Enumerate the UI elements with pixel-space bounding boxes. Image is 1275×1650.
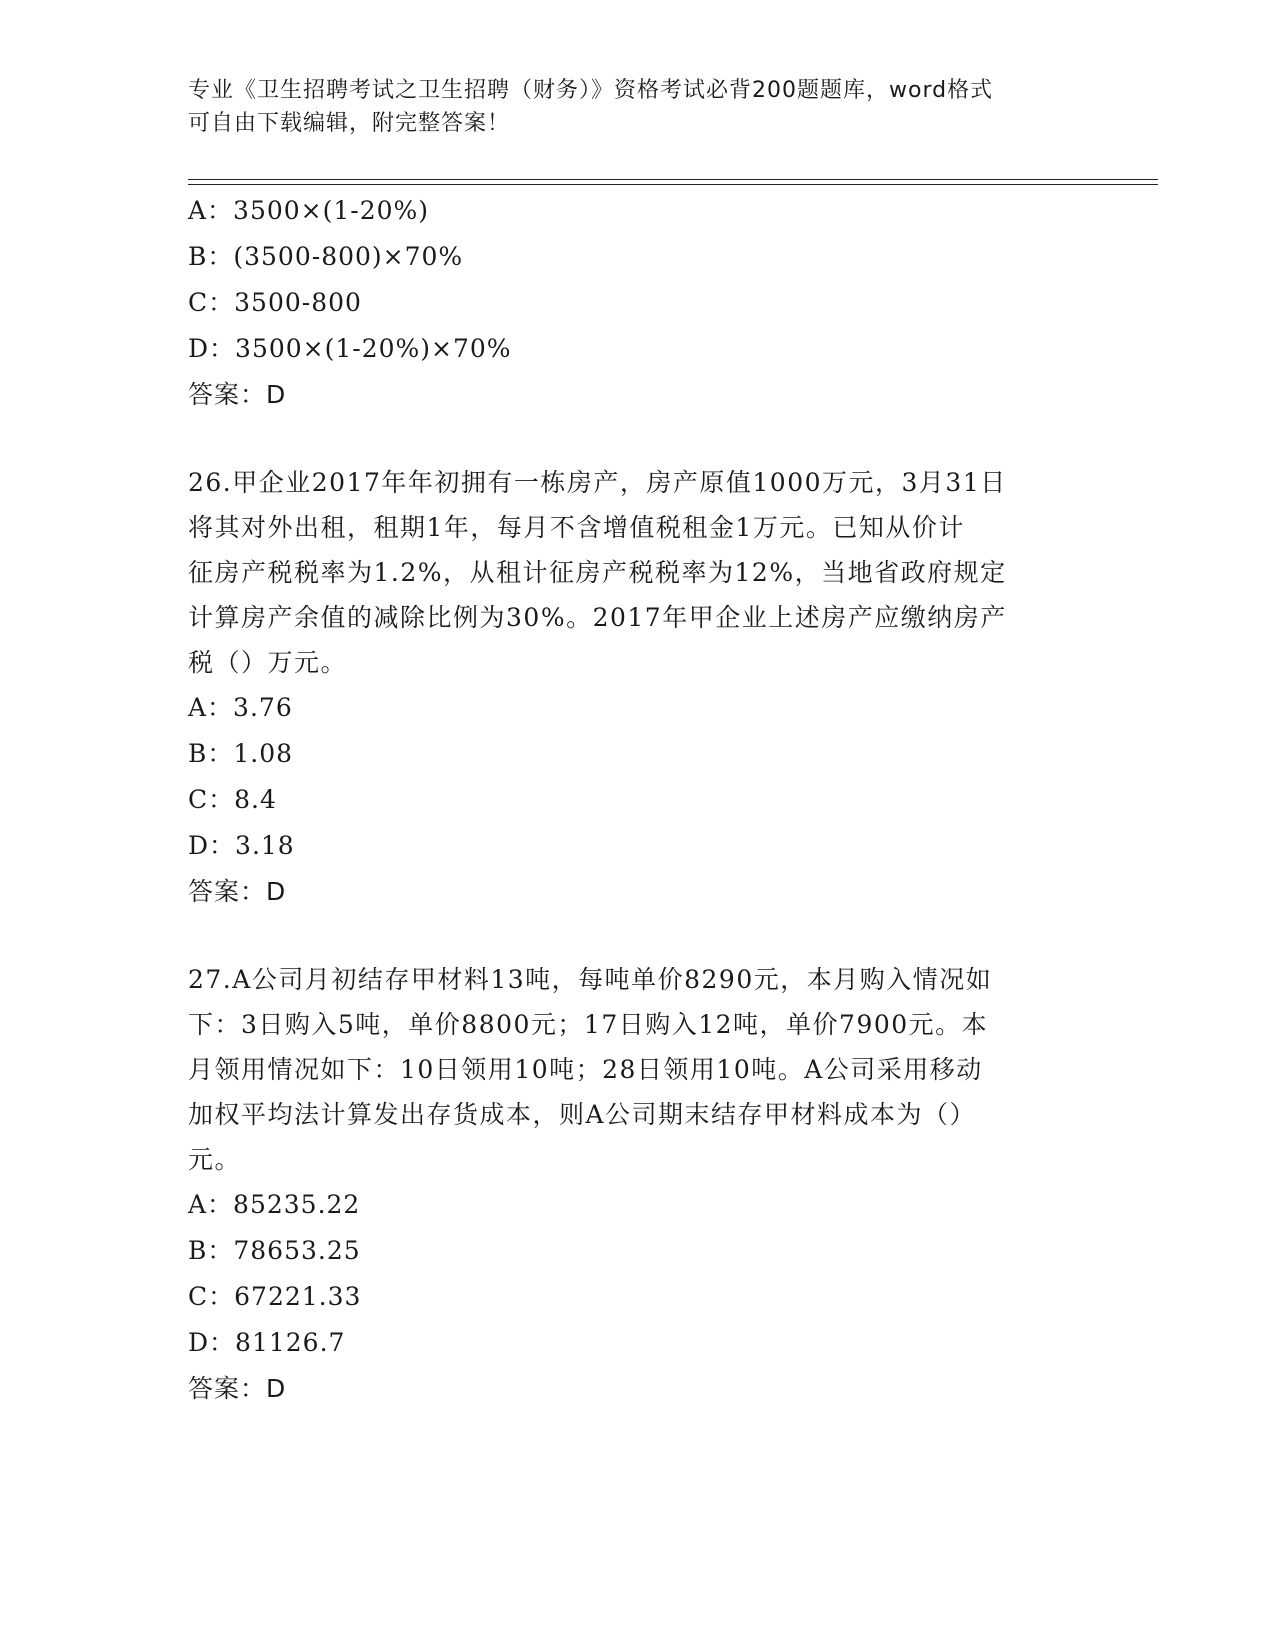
answer: 答案：D: [188, 877, 287, 906]
question-line: 征房产税税率为1.2%，从租计征房产税税率为12%，当地省政府规定: [188, 558, 1007, 587]
question-line: 月领用情况如下：10日领用10吨；28日领用10吨。A公司采用移动: [188, 1055, 983, 1084]
option-c: C：3500-800: [188, 288, 362, 317]
document-header: [188, 74, 1068, 140]
option-c: C：8.4: [188, 785, 277, 814]
option-b: B：(3500-800)×70%: [188, 242, 464, 271]
option-a: A：3500×(1-20%): [188, 196, 430, 225]
question-line: 26.甲企业2017年年初拥有一栋房产，房产原值1000万元，3月31日: [188, 468, 1007, 497]
option-d: D：3500×(1-20%)×70%: [188, 334, 512, 363]
question-26: [188, 460, 1088, 915]
option-c: C：67221.33: [188, 1282, 362, 1311]
question-line: 元。: [188, 1145, 242, 1174]
question-line: 加权平均法计算发出存货成本，则A公司期末结存甲材料成本为（）: [188, 1100, 977, 1129]
option-d: D：3.18: [188, 831, 295, 860]
header-title-line-1: 专业《卫生招聘考试之卫生招聘（财务）》资格考试必背200题题库，word格式: [188, 78, 994, 103]
question-25: [188, 188, 1088, 418]
spacer: [188, 915, 1088, 957]
question-line: 27.A公司月初结存甲材料13吨，每吨单价8290元，本月购入情况如: [188, 965, 993, 994]
question-line: 税（）万元。: [188, 648, 348, 677]
answer: 答案：D: [188, 1374, 287, 1403]
question-27: [188, 957, 1088, 1412]
question-text: [188, 460, 1078, 685]
question-text: [188, 957, 1078, 1182]
document-body: [188, 188, 1088, 1412]
spacer: [188, 418, 1088, 460]
header-title-line-2: 可自由下载编辑，附完整答案！: [188, 111, 511, 136]
option-b: B：78653.25: [188, 1236, 361, 1265]
option-b: B：1.08: [188, 739, 294, 768]
option-a: A：3.76: [188, 693, 293, 722]
answer: 答案：D: [188, 380, 287, 409]
question-line: 计算房产余值的减除比例为30%。2017年甲企业上述房产应缴纳房产: [188, 603, 1007, 632]
option-a: A：85235.22: [188, 1190, 361, 1219]
question-line: 将其对外出租，租期1年，每月不含增值税租金1万元。已知从价计: [188, 513, 965, 542]
question-line: 下：3日购入5吨，单价8800元；17日购入12吨，单价7900元。本: [188, 1010, 989, 1039]
header-divider: [188, 179, 1158, 185]
option-d: D：81126.7: [188, 1328, 346, 1357]
